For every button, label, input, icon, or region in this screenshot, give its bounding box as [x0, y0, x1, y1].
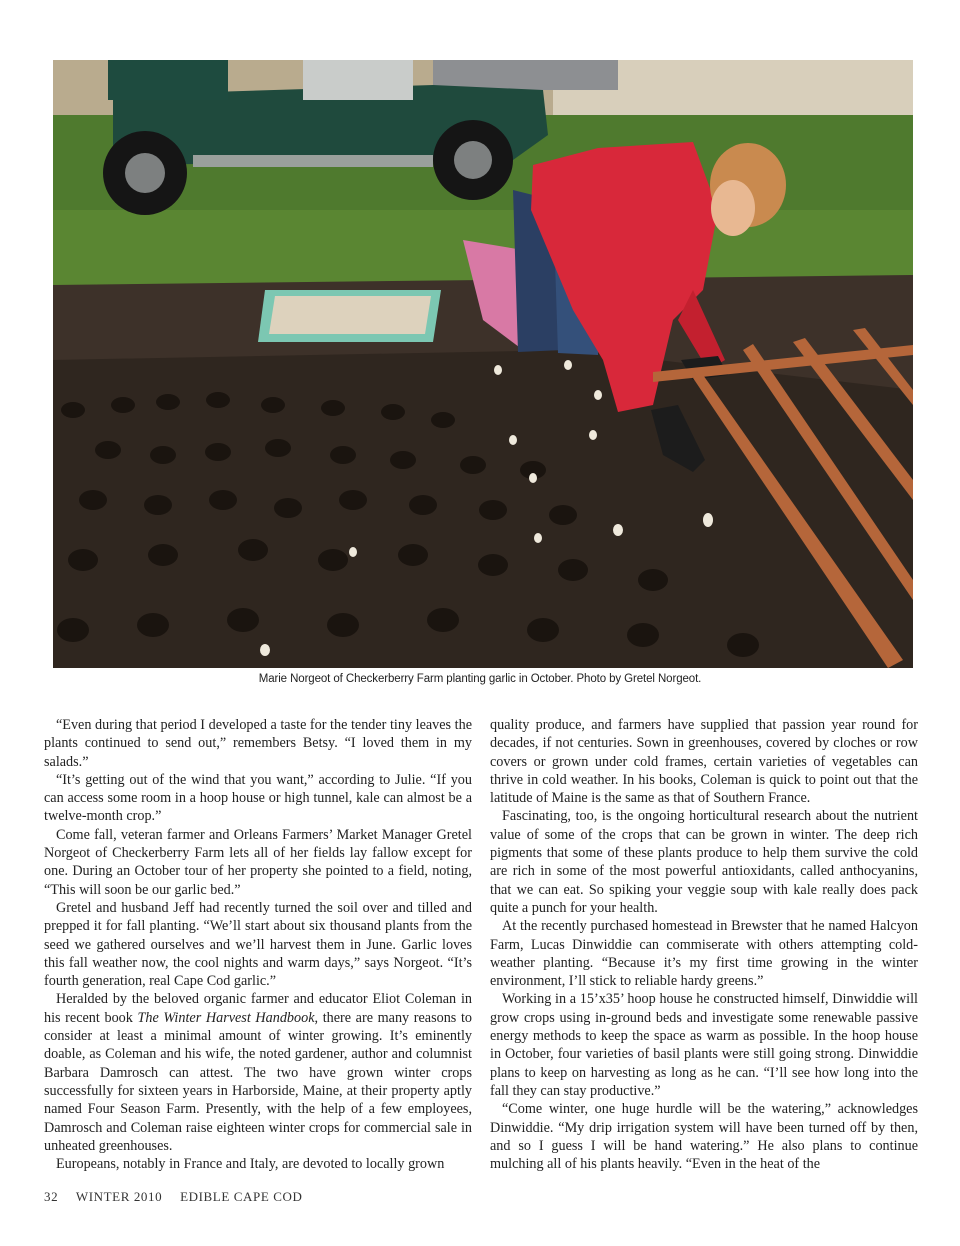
left-paragraph-2: “It’s getting out of the wind that you want,” according to Julie. “If you can access some room in a hoop house or high tunnel, kale can almost be a twelve-month crop.” — [44, 771, 472, 825]
right-paragraph-2: Fascinating, too, is the ongoing horticultural research about the nutrient value of some of the crops that can be grown in winter. The deep rich pigments that some of these plants produce to help them survive the cold are rich in some of the most powerful antioxidants, called anthocyanins, that we can eat. So spiking your veggie soup with kale really does pack quite a punch for your health. — [490, 808, 918, 916]
garlic-planting-photo — [53, 60, 913, 668]
publication-name: EDIBLE CAPE COD — [180, 1189, 303, 1204]
left-paragraph-5 — [44, 990, 472, 1155]
photo-caption: Marie Norgeot of Checkerberry Farm planting garlic in October. Photo by Gretel Norgeot. — [258, 673, 702, 685]
left-paragraph-5-end: , there are many reasons to consider at least a minimal amount of winter growing. It’s eminently doable, as Coleman and his wife, the noted gardener, author and columnist Barbara Damrosch can attest. The two have grown winter crops successfully for sixteen years in Harborside, Maine, at their property aptly named Four Season Farm. Presently, with the help of a few employees, Damrosch and Coleman raise eighteen winter crops for commercial sale in unheated greenhouses. — [44, 1009, 472, 1154]
book-title: The Winter Harvest Handbook — [137, 1009, 315, 1026]
left-paragraph-6: Europeans, notably in France and Italy, are devoted to locally grown — [56, 1156, 445, 1173]
left-paragraph-4: Gretel and husband Jeff had recently turned the soil over and tilled and prepped it for fall planting. “We’ll start about six thousand plants from the seed we gathered ourselves and we’ll harvest them in June. Garlic loves this fall weather now, the cool nights and warm days,” says Norgeot. “It’s fourth generation, real Cape Cod garlic.” — [44, 899, 472, 990]
right-paragraph-4: Working in a 15’x35’ hoop house he constructed himself, Dinwiddie will grow crops using in-ground beds and investigate some renewable passive energy methods to keep the space as warm as possible. In the hoop house in October, four varieties of basil plants were still going strong. Dinwiddie plans to keep on harvesting as long as he can. “I’ll see how long into the fall they can stay productive.” — [490, 991, 918, 1099]
right-paragraph-3: At the recently purchased homestead in Brewster that he named Halcyon Farm, Lucas Dinwiddie can commiserate with others attempting cold-weather planting. “Because it’s my first time growing in the winter environment, I’ll stick to reliable hardy greens.” — [490, 918, 918, 990]
left-paragraph-5-start: Heralded by the beloved organic farmer and educator Eliot Coleman in his recent book — [44, 991, 472, 1026]
page-number: 32 — [44, 1189, 59, 1204]
right-paragraph-1: quality produce, and farmers have supplied that passion year round for decades, if not centuries. Sown in greenhouses, covered by cloches or row covers or grown under cold frames, certain varieties of vegetables can thrive in cold weather. In his books, Coleman is quick to point out that the latitude of Maine is the same as that of Southern France. — [490, 717, 918, 807]
right-paragraph-5: “Come winter, one huge hurdle will be the watering,” acknowledges Dinwiddie. “My drip irrigation system will have been turned off by then, and so I guess I will be hand watering.” He also plans to continue mulching all of his plants heavily. “Even in the heat of the — [490, 1101, 918, 1173]
issue-label: WINTER 2010 — [75, 1189, 163, 1204]
right-column — [490, 716, 918, 1173]
left-paragraph-3: Come fall, veteran farmer and Orleans Farmers’ Market Manager Gretel Norgeot of Checkerberry Farm lets all of her fields lay fallow except for one. During an October tour of her property she pointed to a field, noting, “This will soon be our garlic bed.” — [44, 826, 472, 898]
page-footer — [44, 1189, 316, 1205]
left-column — [44, 716, 472, 1173]
left-paragraph-1: “Even during that period I developed a taste for the tender tiny leaves the plants continued to send out,” remembers Betsy. “I loved them in my salads.” — [44, 717, 472, 770]
